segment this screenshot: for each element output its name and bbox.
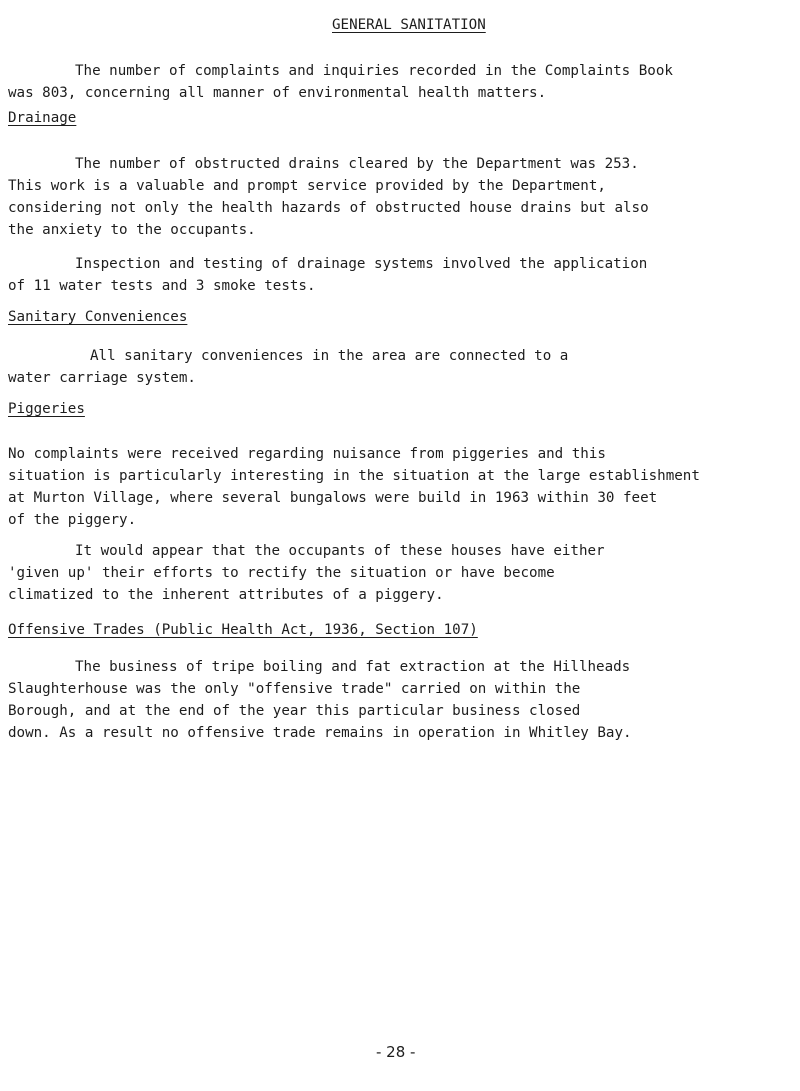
piggeries-para2-line-3: climatized to the inherent attributes of a piggery. bbox=[8, 587, 444, 603]
intro-line-2: was 803, concerning all manner of environmental health matters. bbox=[8, 85, 547, 101]
drainage-para2-line-2: of 11 water tests and 3 smoke tests. bbox=[8, 278, 316, 294]
piggeries-para1-line-1: No complaints were received regarding nuisance from piggeries and this bbox=[8, 446, 606, 462]
offensive-line-4: down. As a result no offensive trade remains in operation in Whitley Bay. bbox=[8, 725, 632, 741]
page-number: - 28 - bbox=[376, 1043, 416, 1061]
drainage-para1-line-4: the anxiety to the occupants. bbox=[8, 222, 256, 238]
offensive-line-1: The business of tripe boiling and fat extraction at the Hillheads bbox=[75, 659, 631, 675]
drainage-heading: Drainage bbox=[8, 110, 77, 126]
sanitary-line-1: All sanitary conveniences in the area are connected to a bbox=[90, 348, 569, 364]
offensive-trades-heading: Offensive Trades (Public Health Act, 1936, Section 107) bbox=[8, 622, 478, 638]
intro-line-1: The number of complaints and inquiries recorded in the Complaints Book bbox=[75, 63, 673, 79]
drainage-para2-line-1: Inspection and testing of drainage systems involved the application bbox=[75, 256, 648, 272]
sanitary-heading: Sanitary Conveniences bbox=[8, 309, 188, 325]
offensive-line-3: Borough, and at the end of the year this particular business closed bbox=[8, 703, 581, 719]
drainage-para1-line-1: The number of obstructed drains cleared by the Department was 253. bbox=[75, 156, 639, 172]
piggeries-para2-line-2: 'given up' their efforts to rectify the situation or have become bbox=[8, 565, 555, 581]
drainage-para1-line-3: considering not only the health hazards of obstructed house drains but also bbox=[8, 200, 649, 216]
piggeries-heading: Piggeries bbox=[8, 401, 85, 417]
piggeries-para1-line-3: at Murton Village, where several bungalows were build in 1963 within 30 feet bbox=[8, 490, 658, 506]
piggeries-para1-line-2: situation is particularly interesting in the situation at the large establishment bbox=[8, 468, 700, 484]
sanitary-line-2: water carriage system. bbox=[8, 370, 196, 386]
page-title: GENERAL SANITATION bbox=[332, 17, 486, 33]
offensive-line-2: Slaughterhouse was the only "offensive trade" carried on within the bbox=[8, 681, 581, 697]
drainage-para1-line-2: This work is a valuable and prompt service provided by the Department, bbox=[8, 178, 606, 194]
piggeries-para1-line-4: of the piggery. bbox=[8, 512, 137, 528]
piggeries-para2-line-1: It would appear that the occupants of these houses have either bbox=[75, 543, 605, 559]
